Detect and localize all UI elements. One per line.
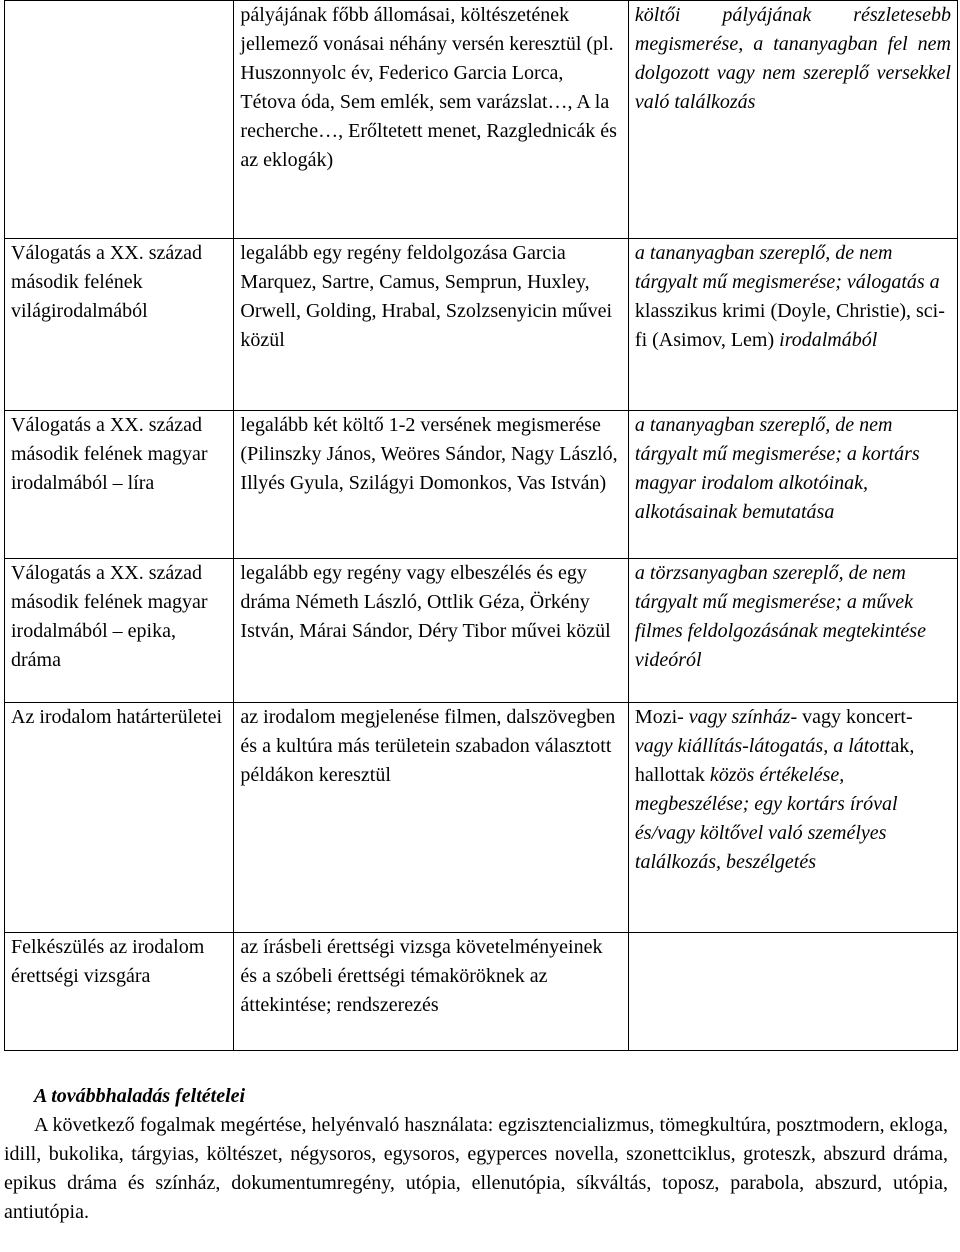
topic-cell: [5, 411, 234, 559]
table-row: [5, 239, 958, 411]
activity-text-plain: vagy koncert-: [797, 706, 913, 728]
topic-text: Válogatás a XX. század második felének magyar irodalmából – líra: [11, 414, 208, 494]
activity-text-plain: klasszikus krimi (Doyle, Christie), sci-fi (Asimov, Lem): [634, 300, 945, 351]
table-row: [5, 703, 958, 933]
section-heading: A továbbhaladás feltételei: [34, 1085, 246, 1107]
table-row: [5, 1, 958, 239]
content-cell: [234, 703, 628, 933]
topic-cell: [5, 239, 234, 411]
activity-cell: [628, 703, 957, 933]
activity-cell: [628, 411, 957, 559]
activity-cell: [628, 239, 957, 411]
activity-cell: [628, 1, 957, 239]
table-row: [5, 411, 958, 559]
topic-cell: [5, 559, 234, 703]
activity-text-plain: ak, hallottak: [634, 735, 915, 786]
content-text: pályájának főbb állomásai, költészetének jellemező vonásai néhány versén keresztül (pl. Huszonnyolc év, Federico Garcia Lorca, Tétova óda, Sem emlék, sem varázslat…, A la recherche…, Erőltetett menet, Razglednicák és az eklogák): [240, 4, 617, 171]
requirements-paragraph: A következő fogalmak megértése, helyénvaló használata: egzisztencializmus, tömegkultúra, posztmodern, ekloga, idill, bukolika, tárgyias, költészet, négysoros, egysoros, egyperces novella, szonettciklus, groteszk, abszurd dráma, epikus dráma és színház, dokumentumregény, utópia, ellenutópia, síkváltás, toposz, parabola, abszurd, utópia, antiutópia.: [4, 1114, 948, 1223]
topic-text: Az irodalom határterületei: [11, 706, 223, 728]
activity-text: közös értékelése, megbeszélése; egy kortárs íróval és/vagy költővel való személyes találkozás, beszélgetés: [634, 764, 898, 873]
activity-cell: [628, 933, 957, 1051]
content-text: legalább egy regény feldolgozása Garcia Marquez, Sartre, Camus, Semprun, Huxley, Orwell, Golding, Hrabal, Szolzsenyicin művei közül: [240, 242, 613, 351]
curriculum-table: [4, 0, 958, 1051]
topic-text: Felkészülés az irodalom érettségi vizsgára: [11, 936, 205, 987]
activity-text: vagy kiállítás-látogatás, a látott: [634, 735, 891, 757]
activity-text-plain: Mozi-: [634, 706, 684, 728]
content-text: legalább két költő 1-2 versének megismerése (Pilinszky János, Weöres Sándor, Nagy László, Illyés Gyula, Szilágyi Domonkos, Vas István): [240, 414, 618, 494]
content-cell: [234, 933, 628, 1051]
content-cell: [234, 1, 628, 239]
activity-text: a tananyagban szereplő, de nem tárgyalt mű megismerése; válogatás a: [634, 242, 940, 293]
content-text: legalább egy regény vagy elbeszélés és egy dráma Németh László, Ottlik Géza, Örkény István, Márai Sándor, Déry Tibor művei közül: [240, 562, 611, 642]
content-cell: [234, 411, 628, 559]
content-cell: [234, 559, 628, 703]
activity-text: irodalmából: [779, 329, 878, 351]
content-text: az írásbeli érettségi vizsga követelményeinek és a szóbeli érettségi témaköröknek az áttekintése; rendszerezés: [240, 936, 603, 1016]
topic-cell: [5, 933, 234, 1051]
requirements-section: [4, 1082, 948, 1227]
topic-text: Válogatás a XX. század második felének magyar irodalmából – epika, dráma: [11, 562, 208, 671]
activity-text: a tananyagban szereplő, de nem tárgyalt mű megismerése; a kortárs magyar irodalom alkotóinak, alkotásainak bemutatása: [634, 414, 920, 523]
activity-cell: [628, 559, 957, 703]
topic-cell: [5, 1, 234, 239]
activity-text: vagy színház-: [683, 706, 798, 728]
topic-cell: [5, 703, 234, 933]
activity-text: költői pályájának részletesebb megismerése, a tananyagban fel nem dolgozott vagy nem szereplő versekkel való találkozás: [634, 4, 951, 113]
content-text: az irodalom megjelenése filmen, dalszövegben és a kultúra más területein szabadon választott példákon keresztül: [240, 706, 616, 786]
activity-text: a törzsanyagban szereplő, de nem tárgyalt mű megismerése; a művek filmes feldolgozásának megtekintése videóról: [634, 562, 926, 671]
topic-text: Válogatás a XX. század második felének világirodalmából: [11, 242, 203, 322]
table-row: [5, 559, 958, 703]
content-cell: [234, 239, 628, 411]
table-row: [5, 933, 958, 1051]
